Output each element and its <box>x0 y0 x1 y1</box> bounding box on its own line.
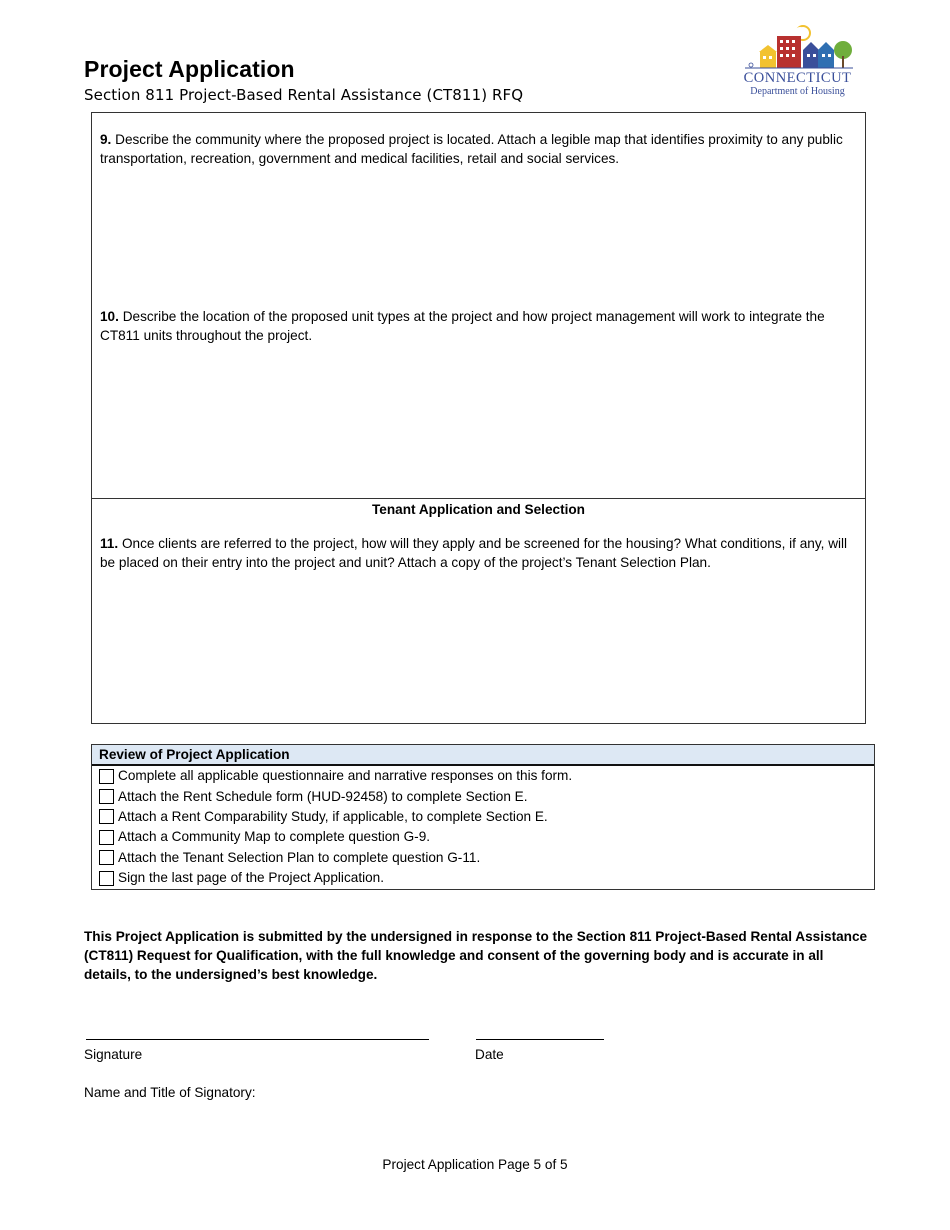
question-9 <box>100 130 855 168</box>
checkbox[interactable] <box>99 830 114 845</box>
checkbox[interactable] <box>99 850 114 865</box>
checklist-label: Complete all applicable questionnaire and narrative responses on this form. <box>118 768 573 784</box>
question-number: 10. <box>100 309 119 324</box>
checkbox[interactable] <box>99 769 114 784</box>
page-footer: Project Application Page 5 of 5 <box>382 1157 568 1172</box>
checkbox[interactable] <box>99 789 114 804</box>
question-11 <box>100 534 855 572</box>
checklist-label: Attach the Rent Schedule form (HUD-92458) to complete Section E. <box>118 788 528 804</box>
name-title-label: Name and Title of Signatory: <box>84 1085 256 1100</box>
checklist-label: Attach the Tenant Selection Plan to complete question G-11. <box>118 849 481 865</box>
question-10 <box>100 307 855 345</box>
question-text: Describe the location of the proposed unit types at the project and how project management will work to integrate the CT811 units throughout the project. <box>100 309 825 343</box>
date-line[interactable] <box>476 1039 604 1040</box>
checklist-label: Attach a Community Map to complete question G-9. <box>118 829 431 845</box>
signature-line[interactable] <box>86 1039 429 1040</box>
question-text: Describe the community where the proposed project is located. Attach a legible map that identifies proximity to any public transportation, recreation, government and medical facilities, retail and social services. <box>100 132 843 166</box>
logo-state-name: CONNECTICUT <box>743 70 852 86</box>
checklist-item <box>92 807 874 827</box>
checkbox[interactable] <box>99 809 114 824</box>
page-title: Project Application <box>84 56 295 82</box>
questions-box <box>91 112 866 724</box>
checklist-item <box>92 786 874 806</box>
signature-label: Signature <box>84 1047 143 1062</box>
date-label: Date <box>475 1047 504 1062</box>
question-number: 9. <box>100 132 112 147</box>
checklist-label: Sign the last page of the Project Application. <box>118 870 385 886</box>
checklist-item <box>92 848 874 868</box>
tenant-section-title: Tenant Application and Selection <box>372 502 585 517</box>
review-checklist <box>91 744 875 890</box>
section-divider <box>92 498 865 499</box>
logo-text <box>735 70 860 98</box>
question-text: Once clients are referred to the project, how will they apply and be screened for the housing? What conditions, if any, will be placed on their entry into the project and unit? Attach a copy of the project’s Tenant Selection Plan. <box>100 536 848 570</box>
checklist-item <box>92 868 874 888</box>
question-number: 11. <box>100 536 119 551</box>
review-title: Review of Project Application <box>92 745 874 766</box>
page-subtitle: Section 811 Project-Based Rental Assistance (CT811) RFQ <box>84 86 524 104</box>
checklist-label: Attach a Rent Comparability Study, if applicable, to complete Section E. <box>118 808 548 824</box>
submission-statement: This Project Application is submitted by the undersigned in response to the Section 811 Project-Based Rental Assistance (CT811) Request for Qualification, with the full knowledge and consent of the governing body and is accurate in all details, to the undersigned’s best knowledge. <box>84 929 868 982</box>
logo-department: Department of Housing <box>750 86 845 97</box>
checklist-item <box>92 766 874 786</box>
checkbox[interactable] <box>99 871 114 886</box>
checklist-item <box>92 827 874 847</box>
